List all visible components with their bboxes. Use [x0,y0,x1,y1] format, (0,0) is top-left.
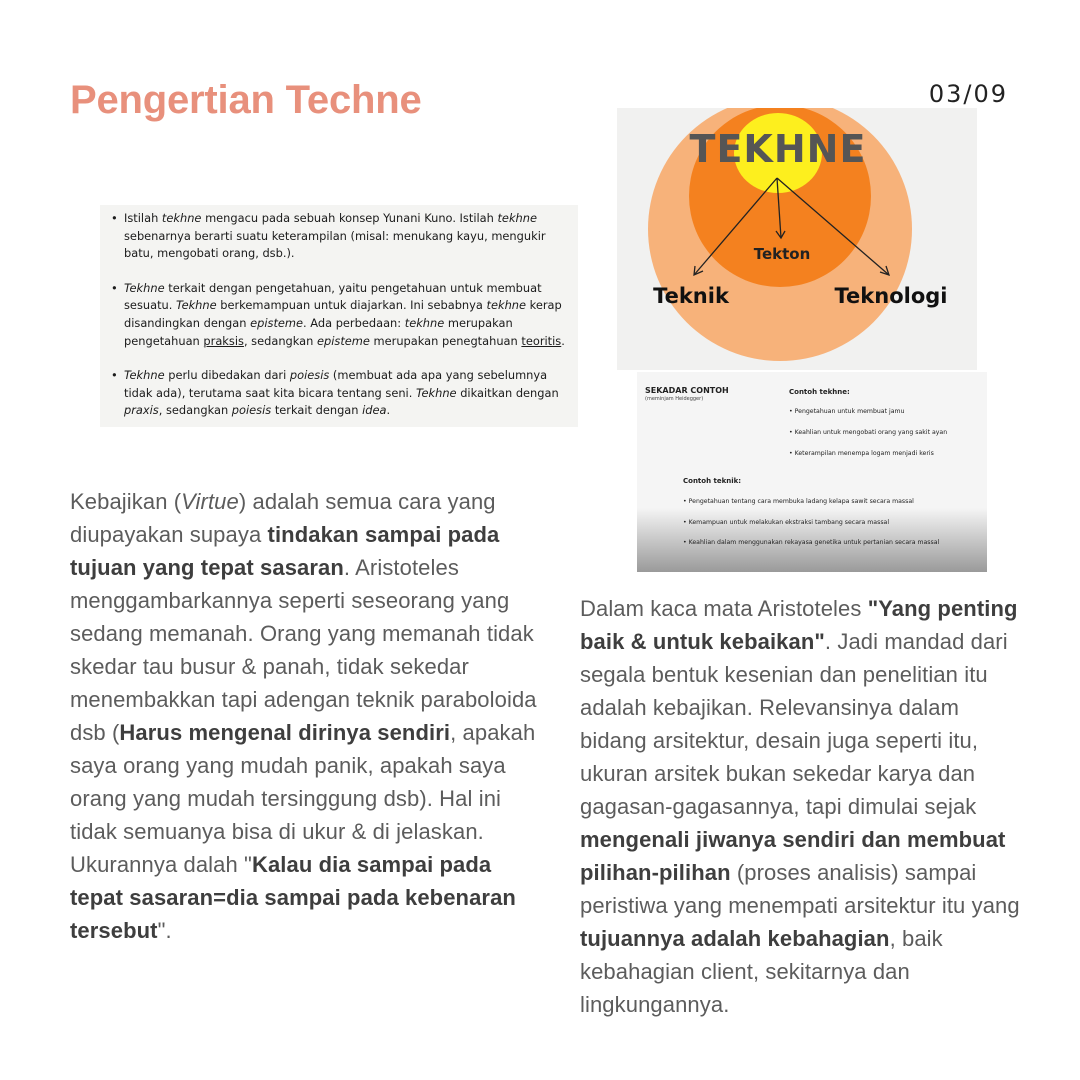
list-item: • Pengetahuan untuk membuat jamu [789,408,904,415]
bullet-item: • Istilah tekhne mengacu pada sebuah konsep Yunani Kuno. Istilah tekhne sebenarnya berarti suatu keterampilan (misal: menukang kayu, mengukir batu, mengobati orang, dsb.). [124,210,568,263]
tekhne-diagram [617,108,977,370]
virtue-paragraph: Kebajikan (Virtue) adalah semua cara yang diupayakan supaya tindakan sampai pada tujuan yang tepat sasaran. Aristoteles menggambarkannya seperti seseorang yang sedang memanah. Orang yang memanah tidak skedar tau busur & panah, tidak sekedar menembakkan tapi adengan teknik paraboloida dsb (Harus mengenal dirinya sendiri, apakah saya orang yang mudah panik, apakah saya orang yang mudah tersinggung dsb). Hal ini tidak semuanya bisa di ukur & di jelaskan. Ukurannya dalah "Kalau dia sampai pada tepat sasaran=dia sampai pada kebenaran tersebut". [70,489,537,943]
list-item: • Pengetahuan tentang cara membuka ladang kelapa sawit secara massal [683,498,914,505]
page-title: Pengertian Techne [70,78,422,122]
bullet-item: • Tekhne perlu dibedakan dari poiesis (membuat ada apa yang sebelumnya tidak ada), terutama saat kita bicara tentang seni. Tekhne dikaitkan dengan praxis, sedangkan poiesis terkait dengan idea. [124,367,568,420]
left-paragraph [70,485,550,947]
list-item: • Keahlian dalam menggunakan rekayasa genetika untuk pertanian secara massal [683,539,939,546]
contoh-tekhne-heading: Contoh tekhne: [789,388,850,396]
contoh-panel [637,372,987,572]
tekton-label: Tekton [753,245,811,263]
bullet-item: • Tekhne terkait dengan pengetahuan, yaitu pengetahuan untuk membuat sesuatu. Tekhne berkemampuan untuk diajarkan. Ini sebabnya tekhne kerap disandingkan dengan episteme. Ada perbedaan: tekhne merupakan pengetahuan praksis, sedangkan episteme merupakan penegtahuan teoritis. [124,280,568,350]
contoh-teknik-heading: Contoh teknik: [683,477,742,485]
list-item: • Kemampuan untuk melakukan ekstraksi tambang secara massal [683,519,889,526]
tekhne-label: TEKHNE [689,127,867,171]
page-number: 03/09 [928,80,1008,108]
list-item: • Keterampilan menempa logam menjadi keris [789,450,934,457]
aristoteles-paragraph: Dalam kaca mata Aristoteles "Yang penting baik & untuk kebaikan". Jadi mandad dari segala bentuk kesenian dan penelitian itu adalah kebajikan. Relevansinya dalam bidang arsitektur, desain juga seperti itu, ukuran arsitek bukan sekedar karya dan gagasan-gagasannya, tapi dimulai sejak mengenali jiwanya sendiri dan membuat pilihan-pilihan (proses analisis) sampai peristiwa yang menempati arsitektur itu yang tujuannya adalah kebahagian, baik kebahagian client, sekitarnya dan lingkungannya. [580,596,1020,1017]
contoh-heading: SEKADAR CONTOH [645,386,729,395]
list-item: • Keahlian untuk mengobati orang yang sakit ayan [789,429,947,436]
tekhne-bullet-panel [100,205,578,427]
right-paragraph [580,592,1020,1021]
teknologi-label: Teknologi [834,284,948,308]
contoh-subheading: (meminjam Heidegger) [645,396,704,402]
teknik-label: Teknik [653,284,729,308]
